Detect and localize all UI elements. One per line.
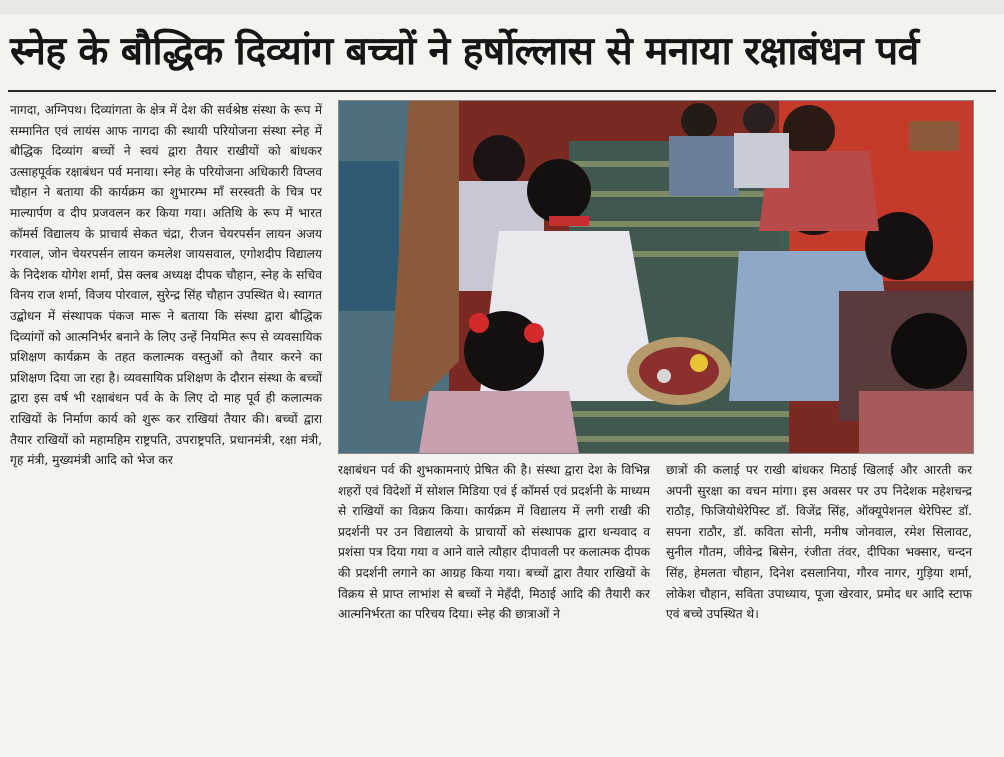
article-column-2 xyxy=(338,460,650,745)
article-headline: स्नेह के बौद्धिक दिव्यांग बच्चों ने हर्षोल्लास से मनाया रक्षाबंधन पर्व xyxy=(10,29,919,74)
article-column-1 xyxy=(10,100,322,745)
previous-article-strip xyxy=(0,0,1004,14)
photo-illustration xyxy=(339,101,973,453)
column-3-text: छात्रों की कलाई पर राखी बांधकर मिठाई खिलाई और आरती कर अपनी सुरक्षा का वचन मांगा। इस अवसर पर उप निदेशक महेशचन्द्र राठौड़, फिजियोथेरेपिस्ट डॉ. विजेंद्र सिंह, ऑक्यूपेशनल थेरेपिस्ट डॉ. सपना राठौर, डॉ. कविता सोनी, मनीष जोनवाल, रमेश सिलावट, सुनील गौतम, जीवेन्द्र बिसेन, रंजीता तंवर, दीपिका भक्सार, चन्दन सिंह, हेमलता चौहान, दिनेश दसलानिया, गौरव नागर, गुड़िया शर्मा, लोकेश चौहान, सविता उपाध्याय, पूजा खेरवार, प्रमोद धर आदि स्टाफ एवं बच्चे उपस्थित थे। xyxy=(666,463,972,622)
column-1-text: नागदा, अग्निपथ। दिव्यांगता के क्षेत्र में देश की सर्वश्रेष्ठ संस्था के रूप में सम्मानित एवं लायंस आफ नागदा की स्थायी परियोजना संस्था स्नेह में बौद्धिक दिव्यांग बच्चों ने स्वयं द्वारा तैयार राखीयों को बांधकर उत्साहपूर्वक रक्षाबंधन पर्व मनाया। स्नेह के परियोजना अधिकारी विप्लव चौहान ने बताया की कार्यक्रम का शुभारम्भ माँ सरस्वती के चित्र पर माल्यार्पण व दीप प्रजवलन कर किया गया। अतिथि के रूप में भारत कॉमर्स विद्यालय के प्राचार्य सेकत चंद्रा, रीजन चेयरपर्सन लायन अजय गरवाल, जोन चेयरपर्सन लायन कमलेश जायसवाल, एगोशदीप विद्यालय के निदेशक योगेश शर्मा, प्रेस क्लब अध्यक्ष दीपक चौहान, स्नेह के सचिव विनय राज शर्मा, विजय पोरवाल, सुरेन्द्र सिंह चौहान उपस्थित थे। स्वागत उद्बोधन में संस्थापक पंकज मारू ने बताया कि संस्था द्वारा बौद्धिक दिव्यांगों को आत्मनिर्भर बनाने के लिए उन्हें नियमित रूप से व्यवसायिक प्रशिक्षण कार्यक्रम के तहत कलात्मक वस्तुओं को तैयार करने का प्रशिक्षण दिया जा रहा है। व्यवसायिक प्रशिक्षण के दौरान संस्था के बच्चों द्वारा इस वर्ष भी रक्षाबंधन पर्व के के लिए दो माह पूर्व ही कलात्मक राखियों के निर्माण कार्य को शुरू कर राखियां तैयार की। बच्चों द्वारा तैयार राखियों को महामहिम राष्ट्रपति, उपराष्ट्रपति, प्रधानमंत्री, रक्षा मंत्री, गृह मंत्री, मुख्यमंत्री आदि को भेज कर xyxy=(10,103,322,468)
article-column-3 xyxy=(666,460,972,745)
column-2-text: रक्षाबंधन पर्व की शुभकामनाएं प्रेषित की है। संस्था द्वारा देश के विभिन्न शहरों एवं विदेशों में सोशल मिडिया एवं ई कॉमर्स एवं प्रदर्शनी के माध्यम से राखियों का विक्रय किया। कार्यक्रम में विद्यालय में लगी राखी की प्रदर्शनी पर उन विद्यालयो के प्राचार्यो को संस्थापक द्वारा धन्यवाद व प्रशंसा पत्र दिया गया व आने वाले त्यौहार दीपावली पर कलात्मक दीपक की प्रदर्शनी लगाने का आग्रह किया गया। बच्चों द्वारा तैयार राखियों के विक्रय से प्राप्त लाभांश से बच्चों ने मेहँदी, मिठाई आदि की तैयारी कर आत्मनिर्भरता का परिचय दिया। स्नेह की छात्राओं ने xyxy=(338,463,650,622)
headline-rule xyxy=(8,90,996,92)
article-photo xyxy=(338,100,974,454)
